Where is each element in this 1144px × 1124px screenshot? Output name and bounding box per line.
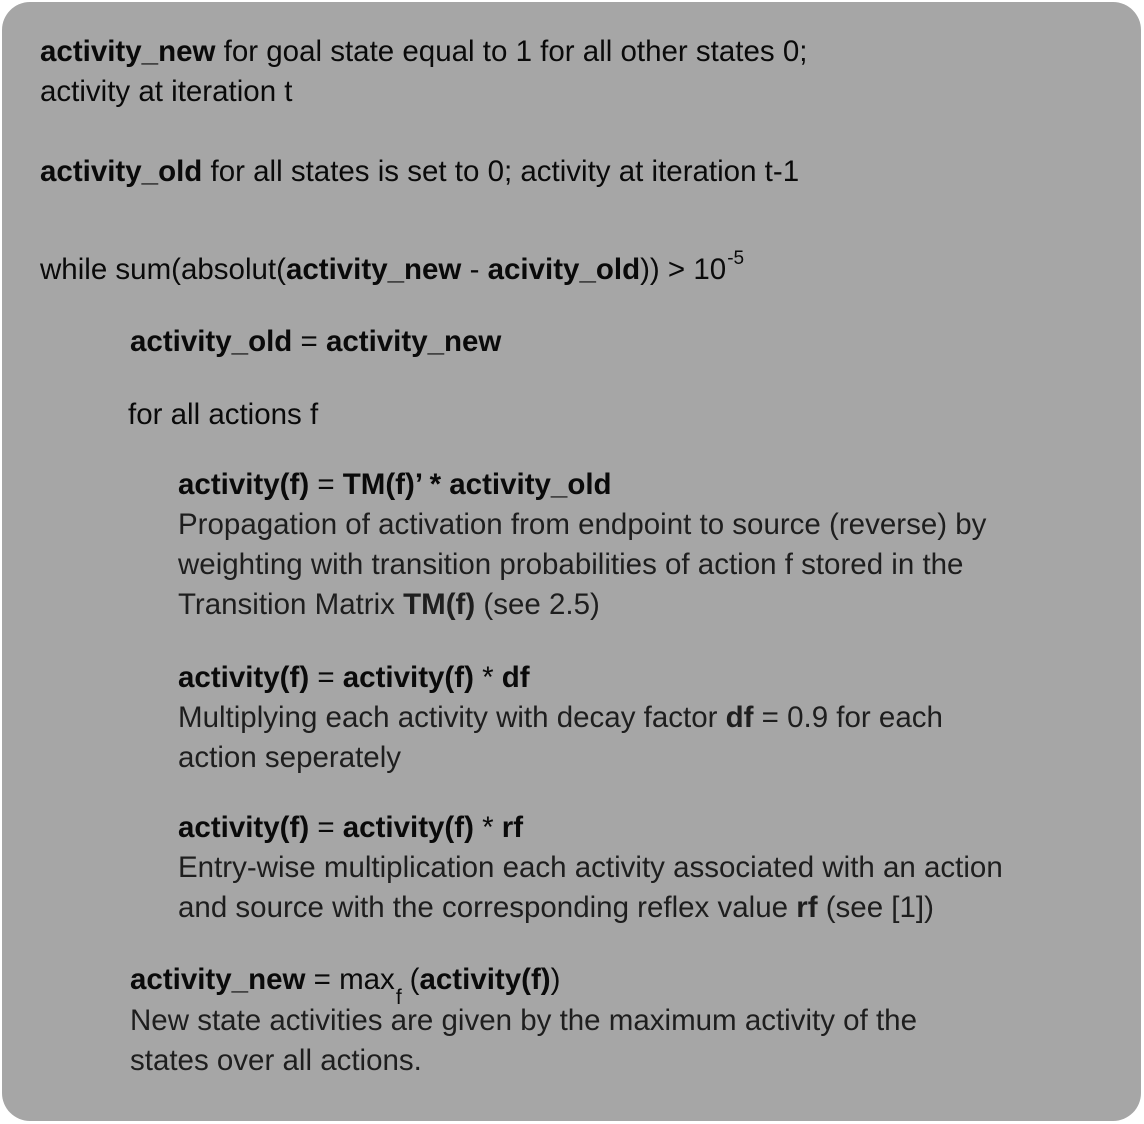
reflex-desc-2 (178, 888, 934, 928)
init-old-text: for all states is set to 0; activity at iteration t-1 (202, 155, 800, 188)
propagate-formula (178, 465, 612, 505)
update-paren-open: ( (409, 963, 420, 996)
decay-rhs-op: * (473, 661, 502, 694)
while-prefix: while sum(absolut( (40, 253, 286, 286)
decay-desc-1-bold: df (725, 701, 754, 734)
init-old-var: activity_old (40, 155, 203, 188)
update-desc-1: New state activities are given by the maximum activity of the (130, 1004, 917, 1037)
decay-desc-1-pre: Multiplying each activity with decay factor (178, 701, 726, 734)
decay-rhs-factor: df (501, 661, 530, 694)
decay-op: = (309, 661, 343, 694)
reflex-rhs-factor: rf (501, 811, 524, 844)
reflex-rhs-var: activity(f) (342, 811, 474, 844)
propagate-rhs: TM(f)’ * activity_old (342, 468, 612, 501)
assign-lhs: activity_old (130, 325, 293, 358)
decay-desc-2: action seperately (178, 741, 402, 774)
reflex-formula (178, 808, 523, 848)
decay-desc-1 (178, 698, 943, 738)
reflex-rhs-op: * (473, 811, 502, 844)
update-subscript: f (395, 986, 402, 1009)
while-suffix: )) > 10 (640, 253, 727, 286)
propagate-desc-2: weighting with transition probabilities of action f stored in the (178, 548, 964, 581)
assign-line (130, 322, 501, 362)
propagate-op: = (309, 468, 343, 501)
reflex-op: = (309, 811, 343, 844)
reflex-desc-2-post: (see [1]) (817, 891, 934, 924)
while-condition (40, 250, 744, 294)
propagate-desc-3-bold: TM(f) (403, 588, 476, 621)
propagate-desc-3-pre: Transition Matrix (178, 588, 404, 621)
decay-rhs-var: activity(f) (342, 661, 474, 694)
init-new-line (40, 32, 807, 72)
while-minus: - (461, 253, 488, 286)
while-var-new: activity_new (285, 253, 462, 286)
update-paren-close: ) (550, 963, 561, 996)
update-lhs: activity_new (130, 963, 306, 996)
update-desc-2: states over all actions. (130, 1044, 422, 1077)
reflex-desc-1: Entry-wise multiplication each activity associated with an action (178, 851, 1003, 884)
while-var-old: acivity_old (487, 253, 641, 286)
for-loop-line: for all actions f (128, 398, 319, 431)
init-old-line (40, 152, 799, 192)
decay-lhs: activity(f) (178, 661, 310, 694)
reflex-desc-2-pre: and source with the corresponding reflex value (178, 891, 797, 924)
reflex-desc-2-bold: rf (796, 891, 818, 924)
update-func: max (339, 963, 395, 996)
update-formula (130, 960, 561, 1009)
decay-formula (178, 658, 530, 698)
reflex-lhs: activity(f) (178, 811, 310, 844)
while-exponent: -5 (727, 248, 745, 269)
init-new-text: for goal state equal to 1 for all other states 0; (215, 35, 808, 68)
assign-rhs: activity_new (325, 325, 502, 358)
init-new-var: activity_new (40, 35, 216, 68)
propagate-lhs: activity(f) (178, 468, 310, 501)
pseudocode-panel (2, 2, 1141, 1121)
propagate-desc-3 (178, 585, 600, 625)
propagate-desc-3-post: (see 2.5) (475, 588, 600, 621)
update-arg: activity(f) (419, 963, 551, 996)
decay-desc-1-post: = 0.9 for each (753, 701, 943, 734)
assign-op: = (292, 325, 326, 358)
propagate-desc-1: Propagation of activation from endpoint to source (reverse) by (178, 508, 987, 541)
update-op: = (305, 963, 340, 996)
init-new-desc: activity at iteration t (40, 75, 293, 108)
